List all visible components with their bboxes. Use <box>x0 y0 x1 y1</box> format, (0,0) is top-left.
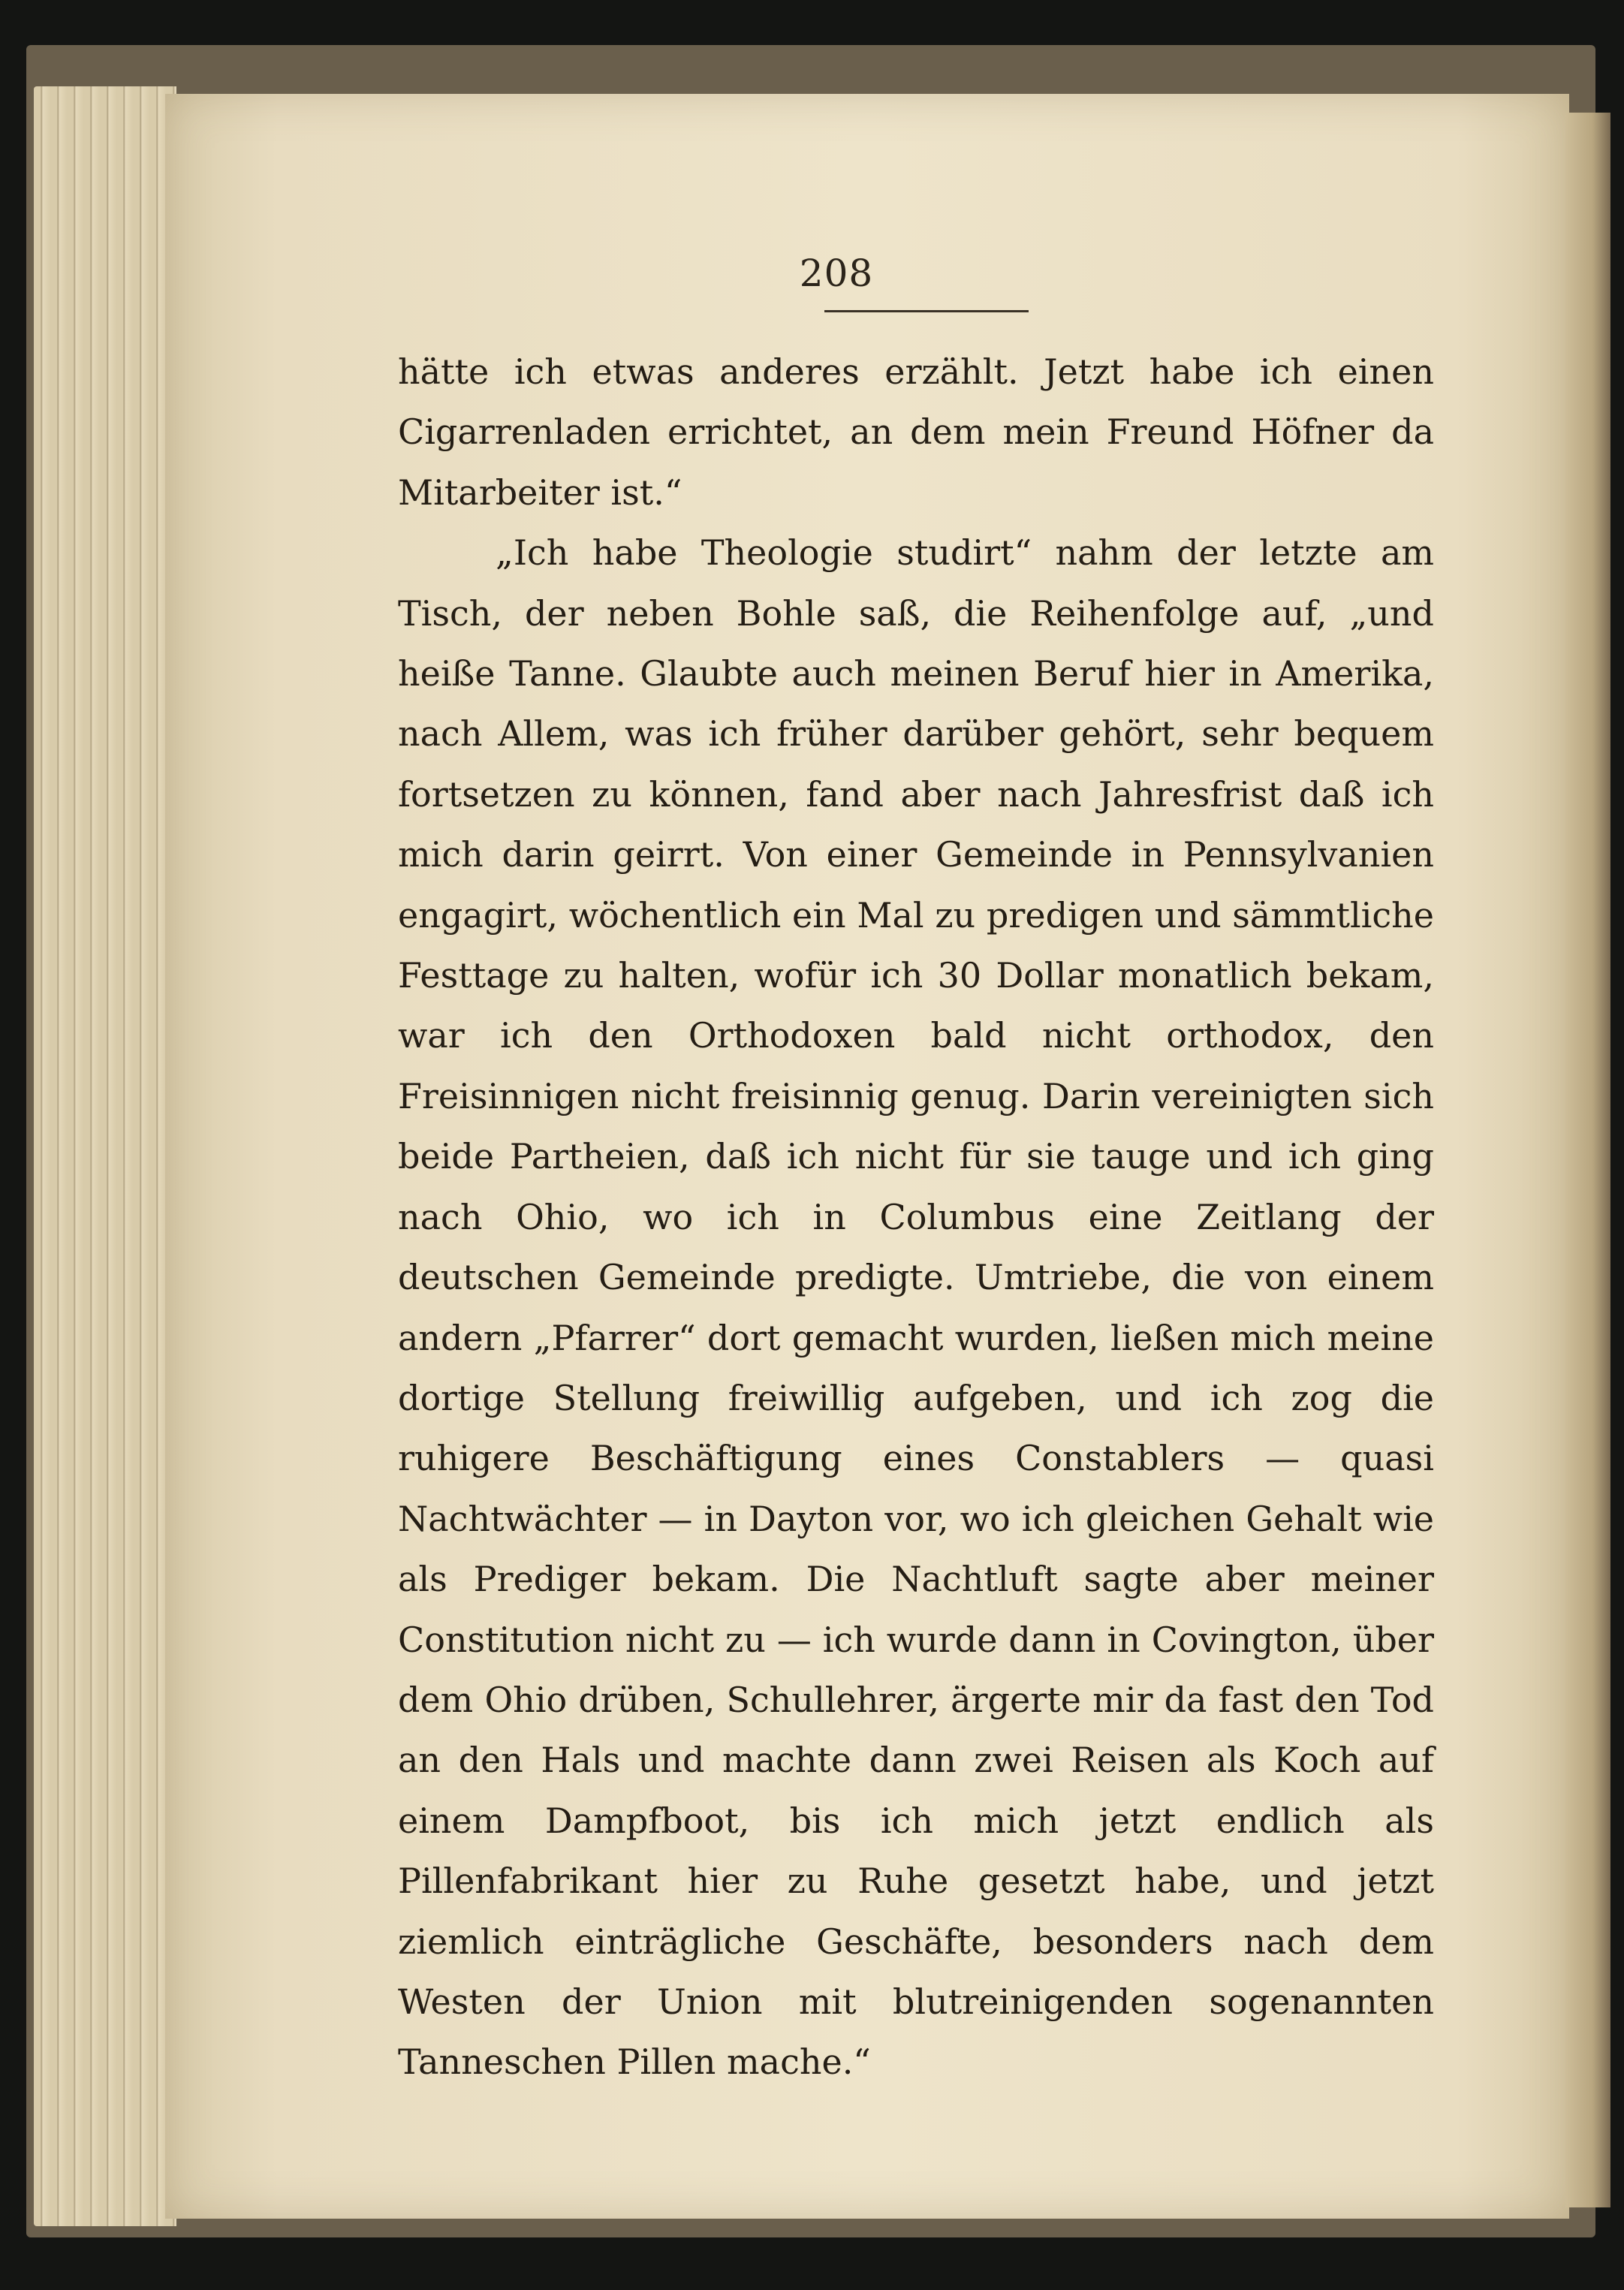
header-rule <box>824 310 1029 312</box>
facing-page-edge <box>1565 113 1610 2207</box>
paragraph-2: „Ich habe Theologie studirt“ nahm der letzte am Tisch, der neben Bohle saß, die Reihenfolge auf, „und heiße Tanne. Glaubte auch meinen Beruf hier in Amerika, nach Allem, was ich früher darüber gehört, sehr bequem fortsetzen zu können, fand aber nach Jahresfrist daß ich mich darin geirrt. Von einer Gemeinde in Pennsylvanien engagirt, wöchentlich ein Mal zu predigen und sämmtliche Festtage zu halten, wofür ich 30 Dollar monatlich bekam, war ich den Orthodoxen bald nicht orthodox, den Freisinnigen nicht freisinnig genug. Darin vereinigten sich beide Partheien, daß ich nicht für sie tauge und ich ging nach Ohio, wo ich in Columbus eine Zeitlang der deutschen Gemeinde predigte. Umtriebe, die von einem andern „Pfarrer“ dort gemacht wurden, ließen mich meine dortige Stellung freiwillig aufgeben, und ich zog die ruhigere Beschäftigung eines Constablers — quasi Nachtwächter — in Dayton vor, wo ich gleichen Gehalt wie als Prediger bekam. Die Nachtluft sagte aber meiner Constitution nicht zu — ich wurde dann in Covington, über dem Ohio drüben, Schullehrer, ärgerte mir da fast den Tod an den Hals und machte dann zwei Reisen als Koch auf einem Dampfboot, bis ich mich jetzt endlich als Pillenfabrikant hier zu Ruhe gesetzt habe, und jetzt ziemlich einträgliche Geschäfte, besonders nach dem Westen der Union mit blutreinigenden sogenannten Tanneschen Pillen mache.“ <box>398 532 1434 2083</box>
body-text <box>398 342 1434 2093</box>
paragraph-1: hätte ich etwas anderes erzählt. Jetzt habe ich einen Cigarrenladen errichtet, an dem mein Freund Höfner da Mitarbeiter ist.“ <box>398 351 1434 513</box>
page-stack-edges <box>34 86 176 2226</box>
page-header <box>0 252 1624 295</box>
page-number: 208 <box>799 252 874 295</box>
